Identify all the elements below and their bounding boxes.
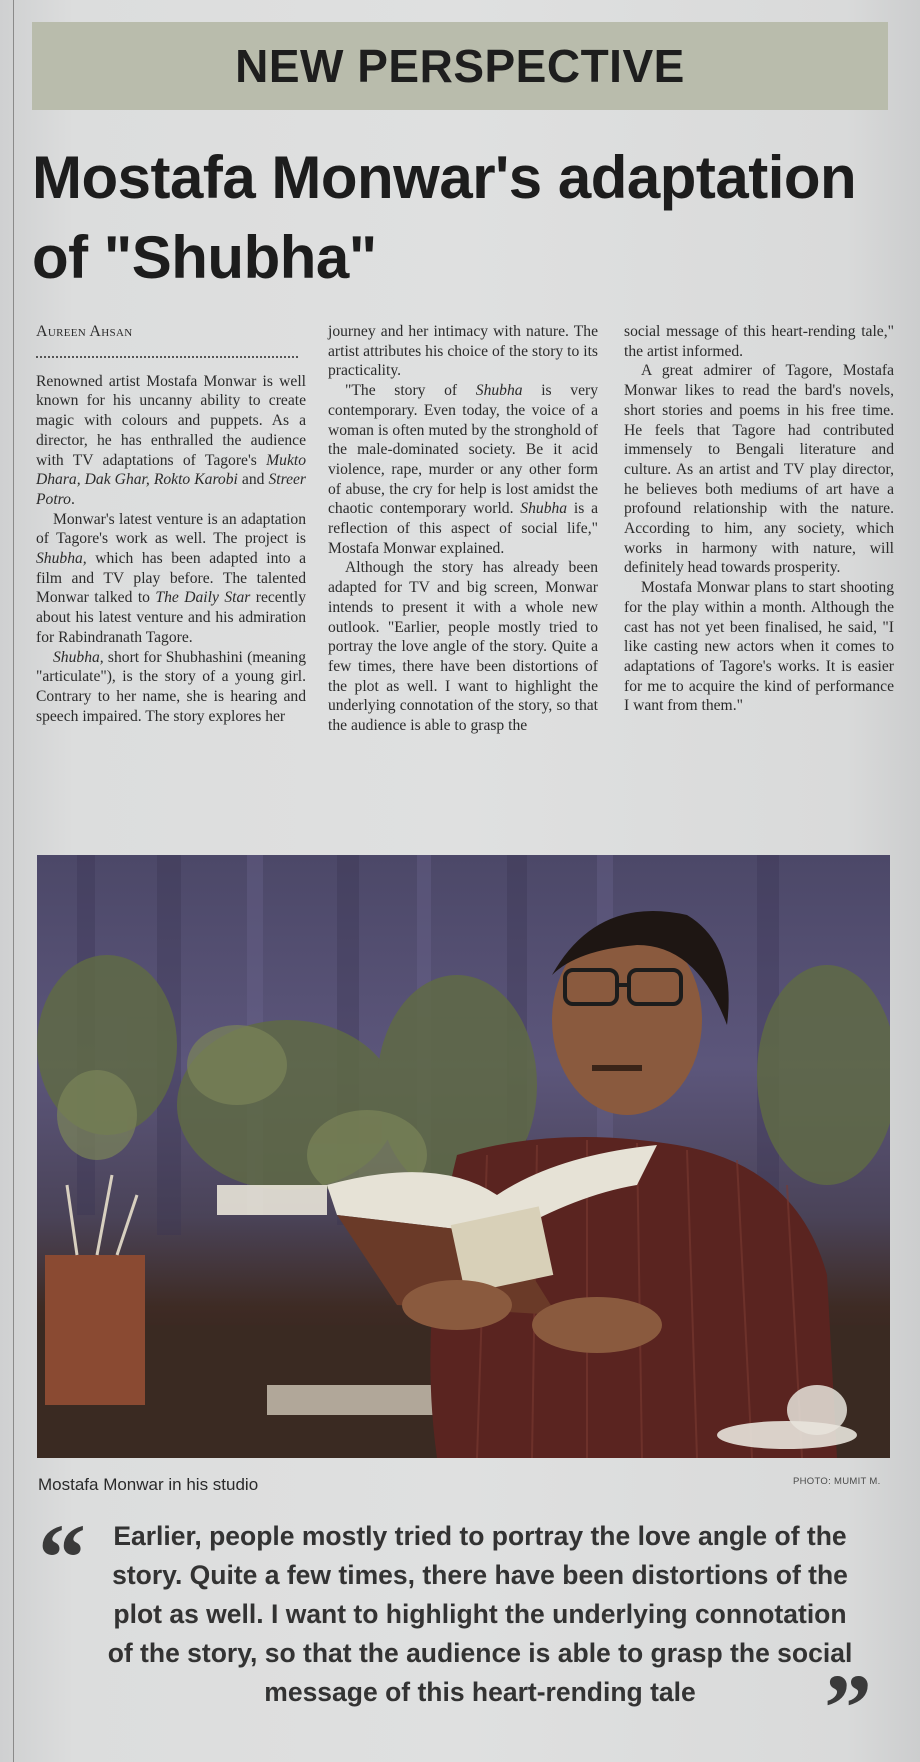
byline-divider	[36, 356, 298, 358]
article-paragraph: Renowned artist Mostafa Monwar is well known for his uncanny ability to create magic with colours and puppets. As a director, he has enthralled the audience with TV adaptations of Tagore's Mukto Dhara, Dak Ghar, Rokto Karobi and Streer Potro.	[36, 372, 306, 508]
photo-illustration	[37, 855, 890, 1458]
byline: Aureen Ahsan	[36, 323, 133, 340]
section-banner	[32, 22, 888, 110]
brush-pot	[45, 1255, 145, 1405]
photo-caption: Mostafa Monwar in his studio	[38, 1475, 259, 1494]
column-rule	[13, 0, 14, 1762]
article-paragraph: Shubha, short for Shubhashini (meaning "articulate"), is the story of a young girl. Contrary to her name, she is hearing and speech impaired. The story explores her	[36, 648, 306, 725]
open-quote-icon: “	[38, 1504, 86, 1611]
article-photo	[37, 855, 890, 1458]
article-paragraph: social message of this heart-rending tale," the artist informed.	[624, 323, 894, 360]
pull-quote: Earlier, people mostly tried to portray the love angle of the story. Quite a few times, there have been distortions of the plot as well. I want to highlight the underlying connotation of the story, so that the audience is able to grasp the social message of this heart-rending tale	[107, 1521, 853, 1707]
article-body	[36, 322, 892, 827]
close-quote-icon: ”	[824, 1654, 872, 1761]
headline	[32, 138, 902, 298]
article-paragraph: journey and her intimacy with nature. The artist attributes his choice of the story to its practicality.	[328, 323, 598, 380]
section-label: NEW PERSPECTIVE	[235, 40, 685, 92]
article-column-2	[328, 322, 598, 736]
article-column-3	[624, 322, 894, 716]
article-paragraph: Although the story has already been adapted for TV and big screen, Monwar intends to present it with a whole new outlook. "Earlier, people mostly tried to portray the love angle of the story. Quite a few times, there have been distortions of the plot as well. I want to highlight the underlying connotation of the story, so that the audience is able to grasp the	[328, 559, 598, 735]
headline-line-1: Mostafa Monwar's adaptation	[32, 144, 857, 211]
headline-line-2: of "Shubha"	[32, 224, 377, 291]
article-paragraph: "The story of Shubha is very contemporary. Even today, the voice of a woman is often muted by the stronghold of the male-dominated society. Be it acid violence, rape, murder or any other form of abuse, the cry for help is lost amidst the chaotic contemporary world. Shubha is a reflection of this aspect of social life," Mostafa Monwar explained.	[328, 382, 598, 557]
article-column-1	[36, 322, 306, 726]
article-paragraph: Monwar's latest venture is an adaptation of Tagore's work as well. The project is Shubha, which has been adapted into a film and TV play before. The talented Monwar talked to The Daily Star recently about his latest venture and his admiration for Rabindranath Tagore.	[36, 510, 306, 646]
photo-credit: PHOTO: MUMIT M.	[793, 1476, 881, 1487]
article-paragraph: Mostafa Monwar plans to start shooting for the play within a month. Although the cast has not yet been finalised, he said, "I like casting new actors when it comes to adaptations of Tagore's works. It is easier for me to acquire the kind of performance I want from them."	[624, 579, 894, 715]
article-paragraph: A great admirer of Tagore, Mostafa Monwar likes to read the bard's novels, short stories and poems in his free time. He feels that Tagore had contributed immensely to Bengali literature and culture. As an artist and TV play director, he believes both mediums of art have a profound relationship with the nature. According to him, any society, which works in harmony with nature, will definitely head towards prosperity.	[624, 362, 894, 577]
